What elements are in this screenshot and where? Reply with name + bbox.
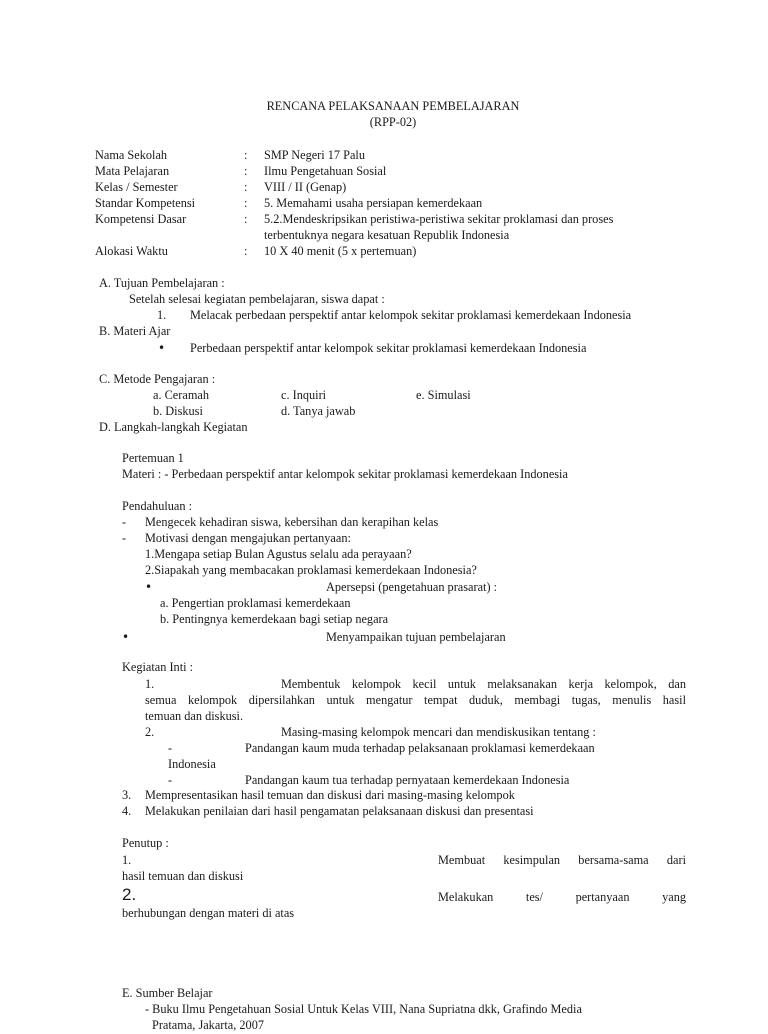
section-a-item: Melacak perbedaan perspektif antar kelompok sekitar proklamasi kemerdekaan Indonesia [190, 308, 632, 322]
inti-item-1: Membentuk kelompok kecil untuk melaksanakan kerja kelompok, dan [281, 677, 686, 691]
section-a-intro: Setelah selesai kegiatan pembelajaran, siswa dapat : [129, 292, 385, 306]
method-inquiri: c. Inquiri [281, 388, 327, 402]
dash: - [122, 531, 127, 545]
inti-number-1: 1. [145, 677, 155, 691]
source-1-cont: Pratama, Jakarta, 2007 [152, 1018, 264, 1032]
bullet-icon: • [158, 341, 166, 355]
bullet-icon: • [145, 580, 153, 594]
penutup-number-1: 1. [122, 853, 132, 867]
section-a-number: 1. [157, 308, 167, 322]
pendahuluan-item-1: Mengecek kehadiran siswa, kebersihan dan kerapihan kelas [145, 515, 439, 529]
inti-item-1-cont: semua kelompok dipersilahkan untuk mengatur tempat duduk, membagi tugas, menulis hasil [145, 693, 686, 707]
penutup-item-2: Melakukan tes/ pertanyaan yang [438, 890, 686, 904]
apersepsi-a: a. Pengertian proklamasi kemerdekaan [160, 596, 351, 610]
question-1: 1.Mengapa setiap Bulan Agustus selalu ada perayaan? [145, 547, 412, 561]
question-2: 2.Siapakah yang membacakan proklamasi kemerdekaan Indonesia? [145, 563, 477, 577]
document-code: (RPP-02) [369, 115, 417, 129]
pendahuluan-item-2: Motivasi dengan mengajukan pertanyaan: [145, 531, 351, 545]
inti-subitem-1: Pandangan kaum muda terhadap pelaksanaan proklamasi kemerdekaan [245, 741, 595, 755]
identity-colon: : [244, 196, 248, 210]
identity-value-class: VIII / II (Genap) [264, 180, 347, 194]
tujuan-item: Menyampaikan tujuan pembelajaran [326, 630, 506, 644]
inti-number-3: 3. [122, 788, 132, 802]
identity-label-class: Kelas / Semester [95, 180, 178, 194]
section-d-heading: D. Langkah-langkah Kegiatan [99, 420, 248, 434]
inti-number-2: 2. [145, 725, 155, 739]
penutup-number-2: 2. [122, 885, 137, 904]
section-b-heading: B. Materi Ajar [99, 324, 171, 338]
method-ceramah: a. Ceramah [153, 388, 209, 402]
method-simulasi: e. Simulasi [416, 388, 471, 402]
identity-colon: : [244, 212, 248, 226]
inti-heading: Kegiatan Inti : [122, 660, 194, 674]
dash: - [168, 741, 173, 755]
identity-colon: : [244, 244, 248, 258]
identity-value-basic-competence: 5.2.Mendeskripsikan peristiwa-peristiwa sekitar proklamasi dan proses [264, 212, 614, 226]
penutup-item-2-cont: berhubungan dengan materi di atas [122, 906, 295, 920]
identity-value-standard: 5. Memahami usaha persiapan kemerdekaan [264, 196, 483, 210]
apersepsi-b: b. Pentingnya kemerdekaan bagi setiap negara [160, 612, 389, 626]
identity-colon: : [244, 148, 248, 162]
identity-value-subject: Ilmu Pengetahuan Sosial [264, 164, 387, 178]
pendahuluan-heading: Pendahuluan : [122, 499, 193, 513]
section-e-heading: E. Sumber Belajar [122, 986, 213, 1000]
dash: - [122, 515, 127, 529]
document-title: RENCANA PELAKSANAAN PEMBELAJARAN [266, 99, 520, 113]
identity-label-basic-competence: Kompetensi Dasar [95, 212, 187, 226]
meeting-materi: Materi : - Perbedaan perspektif antar kelompok sekitar proklamasi kemerdekaan Indonesia [122, 467, 568, 481]
inti-item-2: Masing-masing kelompok mencari dan mendiskusikan tentang : [281, 725, 596, 739]
dash: - [168, 773, 173, 787]
identity-label-standard: Standar Kompetensi [95, 196, 196, 210]
inti-subitem-1-cont: Indonesia [168, 757, 216, 771]
identity-colon: : [244, 180, 248, 194]
penutup-item-1: Membuat kesimpulan bersama-sama dari [438, 853, 686, 867]
method-diskusi: b. Diskusi [153, 404, 203, 418]
inti-item-4: Melakukan penilaian dari hasil pengamatan pelaksanaan diskusi dan presentasi [145, 804, 534, 818]
section-c-heading: C. Metode Pengajaran : [99, 372, 216, 386]
bullet-icon: • [122, 630, 130, 644]
apersepsi: Apersepsi (pengetahuan prasarat) : [326, 580, 498, 594]
inti-item-1-end: temuan dan diskusi. [145, 709, 244, 723]
identity-colon: : [244, 164, 248, 178]
identity-value-school: SMP Negeri 17 Palu [264, 148, 365, 162]
section-b-item: Perbedaan perspektif antar kelompok sekitar proklamasi kemerdekaan Indonesia [190, 341, 587, 355]
identity-label-school: Nama Sekolah [95, 148, 168, 162]
source-1: - Buku Ilmu Pengetahuan Sosial Untuk Kelas VIII, Nana Supriatna dkk, Grafindo Media [145, 1002, 582, 1016]
section-a-heading: A. Tujuan Pembelajaran : [99, 276, 225, 290]
meeting-title: Pertemuan 1 [122, 451, 184, 465]
penutup-item-1-cont: hasil temuan dan diskusi [122, 869, 244, 883]
penutup-heading: Penutup : [122, 836, 169, 850]
inti-subitem-2: Pandangan kaum tua terhadap pernyataan kemerdekaan Indonesia [245, 773, 570, 787]
identity-label-time: Alokasi Waktu [95, 244, 168, 258]
inti-item-3: Mempresentasikan hasil temuan dan diskusi dari masing-masing kelompok [145, 788, 515, 802]
identity-label-subject: Mata Pelajaran [95, 164, 170, 178]
identity-value-basic-competence-cont: terbentuknya negara kesatuan Republik Indonesia [264, 228, 510, 242]
inti-number-4: 4. [122, 804, 132, 818]
identity-value-time: 10 X 40 menit (5 x pertemuan) [264, 244, 417, 258]
method-tanya-jawab: d. Tanya jawab [281, 404, 356, 418]
